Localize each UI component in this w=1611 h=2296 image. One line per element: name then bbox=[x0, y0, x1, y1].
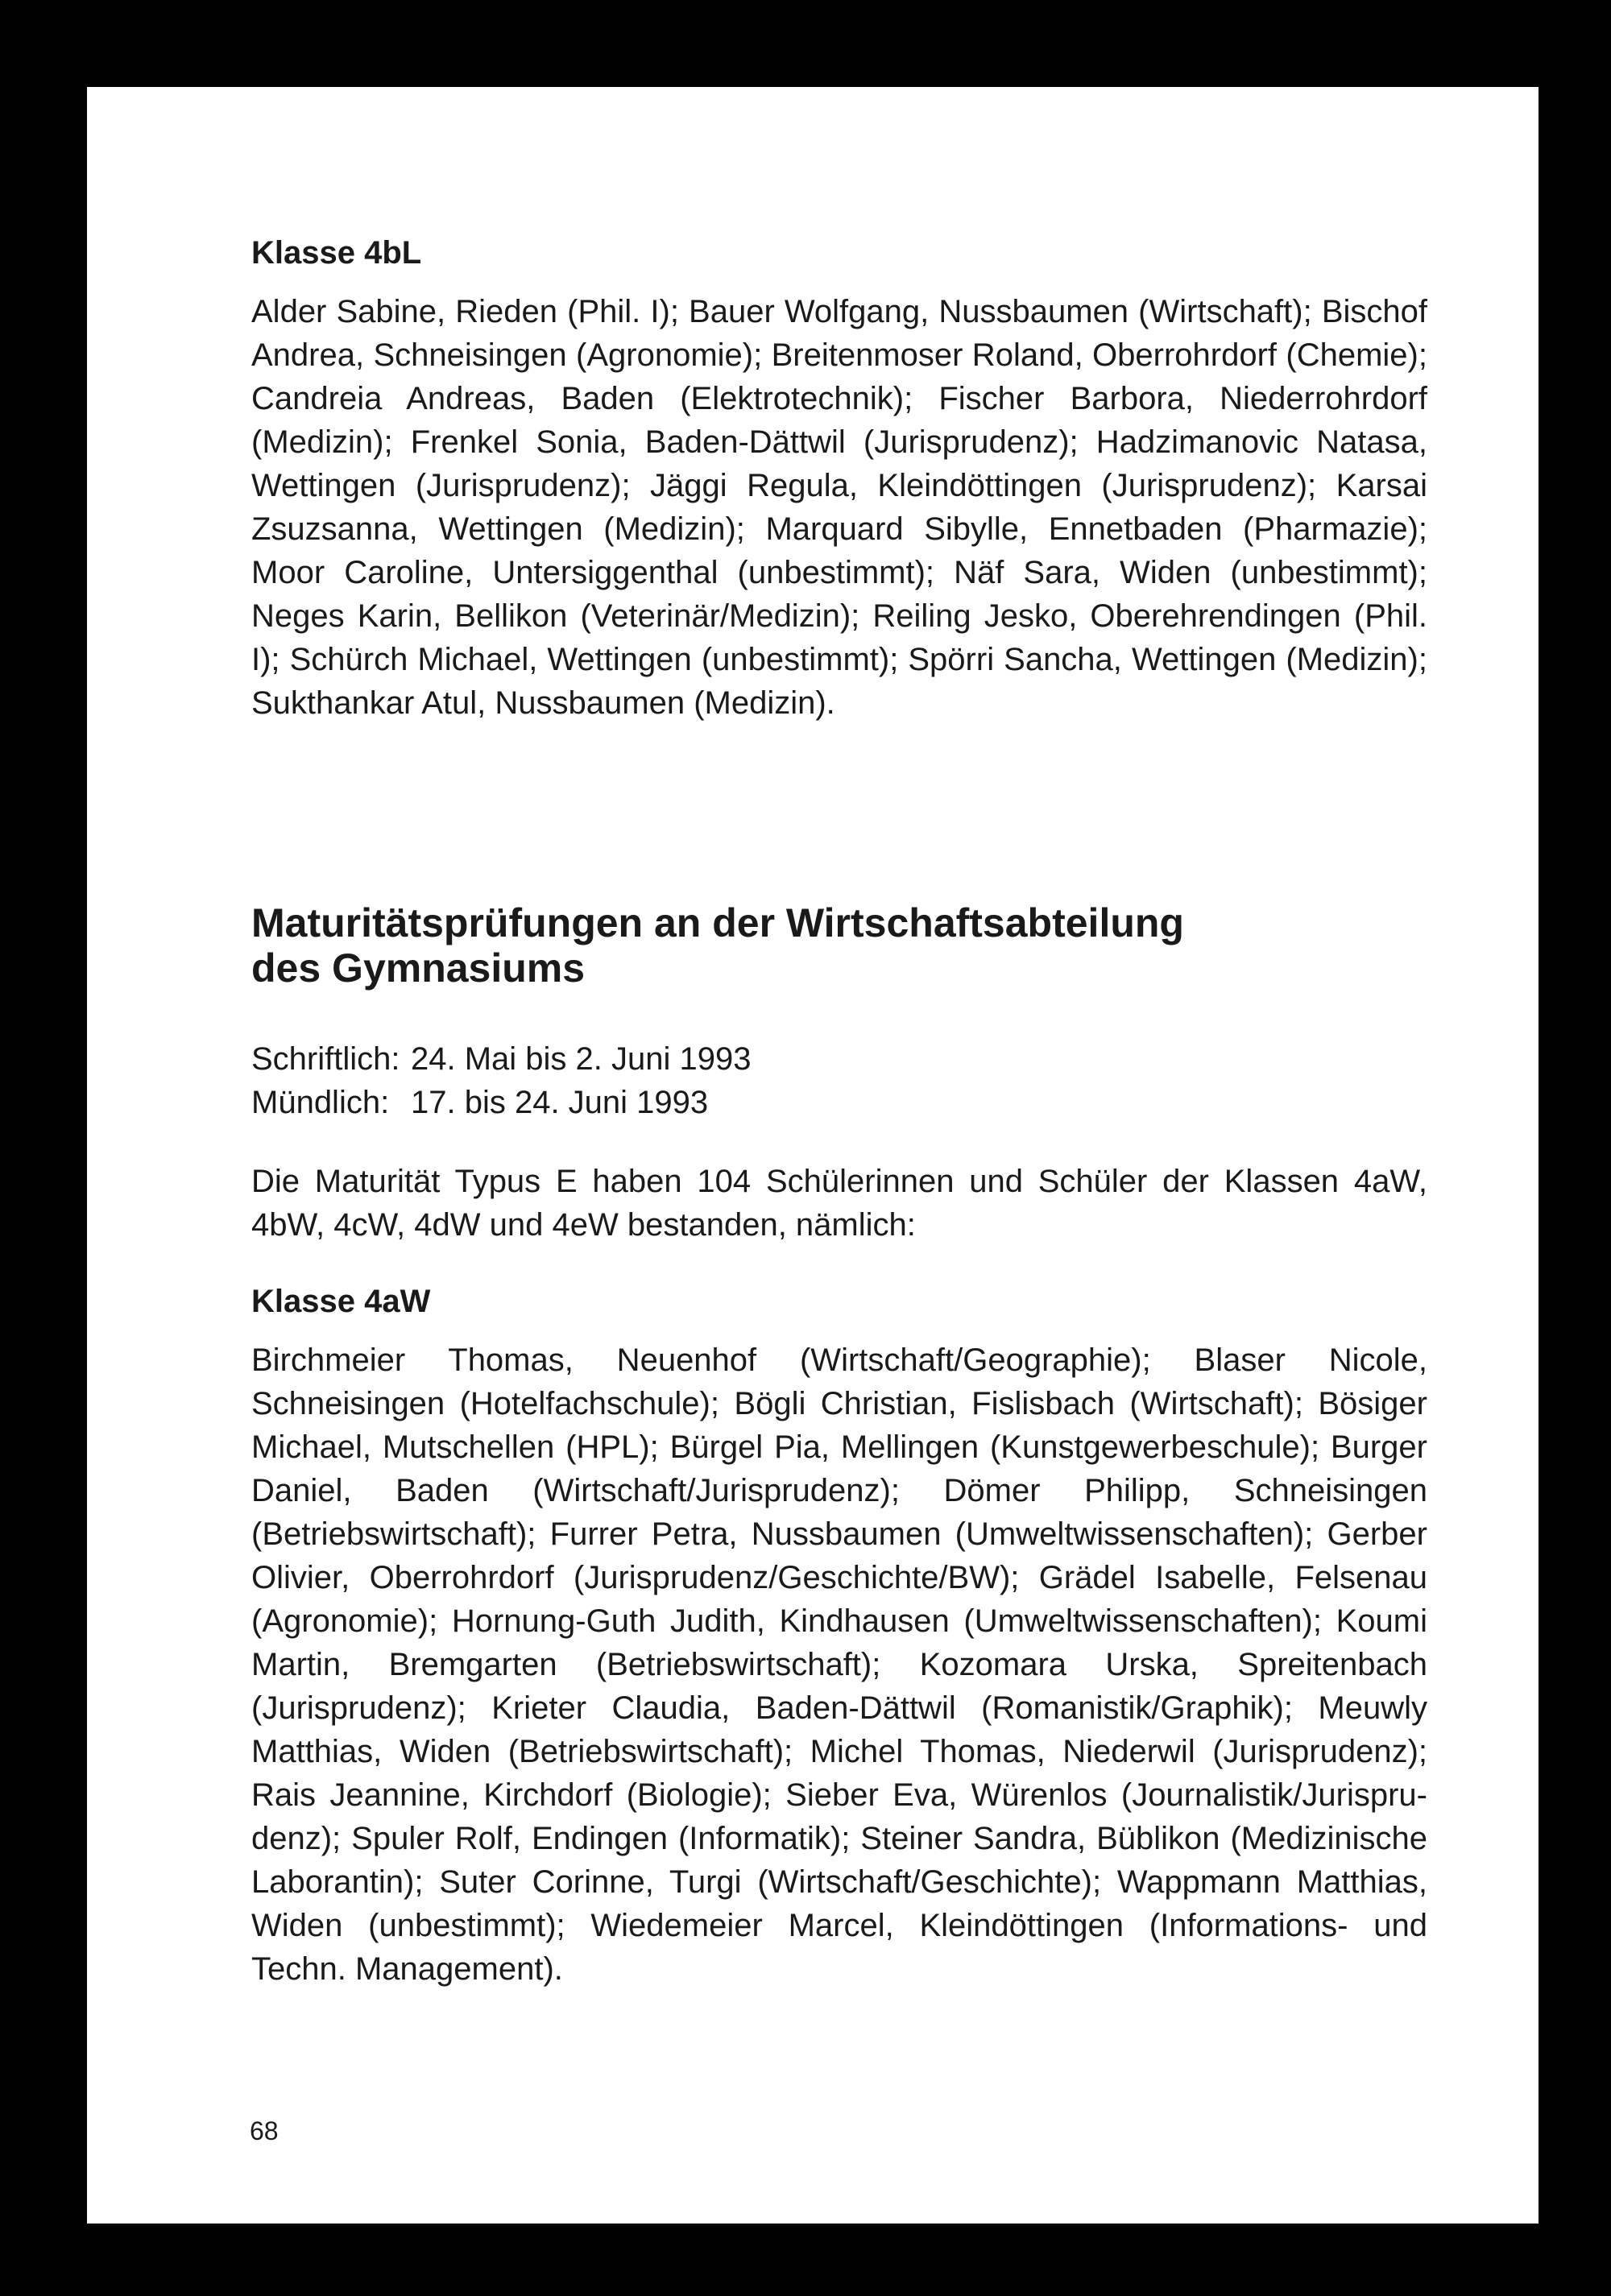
section-title-line1: Maturitätsprüfungen an der Wirtschaftsabteilung bbox=[251, 900, 1184, 945]
written-exam-dates: 24. Mai bis 2. Juni 1993 bbox=[411, 1041, 752, 1077]
page-number: 68 bbox=[250, 2116, 279, 2145]
oral-exam-label: Mündlich: bbox=[251, 1085, 390, 1120]
oral-exam-row bbox=[251, 1081, 1427, 1124]
section-title bbox=[251, 900, 1427, 991]
class-4bl-student-list: Alder Sabine, Rieden (Phil. I); Bauer Wolfgang, Nussbaumen (Wirtschaft); Bischof Andrea, Schneisingen (Agronomie); Breitenmoser Roland, Oberrohrdorf (Chemie); Candreia Andreas, Baden (Elektrotechnik); Fischer Barbora, Niederrohrdorf (Medizin); Frenkel Sonia, Baden-Dättwil (Jurisprudenz); Hadzimanovic Natasa, Wettingen (Jurisprudenz); Jäggi Regula, Kleindöttingen (Jurisprudenz); Karsai Zsuzsanna, Wettingen (Medizin); Marquard Sibylle, Ennetbaden (Pharmazie); Moor Caroline, Untersiggenthal (unbestimmt); Näf Sara, Widen (unbestimmt); Neges Karin, Bellikon (Veterinär/Medizin); Reiling Jesko, Oberehrendingen (Phil. I); Schürch Michael, Wettingen (unbestimmt); Spörri Sancha, Wettingen (Medizin); Sukthankar Atul, Nussbaumen (Medizin). bbox=[251, 294, 1427, 721]
exam-dates bbox=[251, 1037, 1427, 1124]
class-4bl-heading: Klasse 4bL bbox=[251, 235, 422, 271]
intro-paragraph: Die Maturität Typus E haben 104 Schülerinnen und Schüler der Klassen 4aW, 4bW, 4cW, 4dW und 4eW bestanden, nämlich: bbox=[251, 1164, 1427, 1243]
oral-exam-dates: 17. bis 24. Juni 1993 bbox=[411, 1085, 709, 1120]
written-exam-row bbox=[251, 1037, 1427, 1081]
section-title-line2: des Gymnasiums bbox=[251, 945, 586, 991]
document-page bbox=[251, 234, 1427, 1991]
class-4aw-student-list: Birchmeier Thomas, Neuenhof (Wirtschaft/Geographie); Blaser Nicole, Schneisingen (Hotelfachschule); Bögli Christian, Fislisbach (Wirtschaft); Bösiger Michael, Mutschellen (HPL); Bürgel Pia, Mellingen (Kunstgewerbeschule); Burger Daniel, Baden (Wirtschaft/Jurisprudenz); Dömer Philipp, Schneisingen (Betriebswirtschaft); Furrer Petra, Nussbaumen (Umweltwissenschaften); Gerber Olivier, Oberrohrdorf (Jurisprudenz/Geschichte/BW); Grädel Isabelle, Felsenau (Agronomie); Hornung-Guth Judith, Kindhausen (Umweltwissenschaften); Koumi Martin, Bremgarten (Betriebswirtschaft); Kozomara Urska, Spreitenbach (Jurisprudenz); Krieter Claudia, Baden-Dättwil (Romanistik/Graphik); Meuwly Matthias, Widen (Betriebswirtschaft); Michel Thomas, Niederwil (Jurisprudenz); Rais Jeannine, Kirchdorf (Biologie); Sieber Eva, Würenlos (Journalistik/Jurisprudenz); Spuler Rolf, Endingen (Informatik); Steiner Sandra, Büblikon (Medizinische Laborantin); Suter Corinne, Turgi (Wirtschaft/Geschichte); Wappmann Matthias, Widen (unbestimmt); Wiedemeier Marcel, Kleindöttingen (Informations- und Techn. Management). bbox=[251, 1342, 1427, 1987]
written-exam-label: Schriftlich: bbox=[251, 1041, 400, 1077]
class-4aw-heading: Klasse 4aW bbox=[251, 1284, 431, 1319]
